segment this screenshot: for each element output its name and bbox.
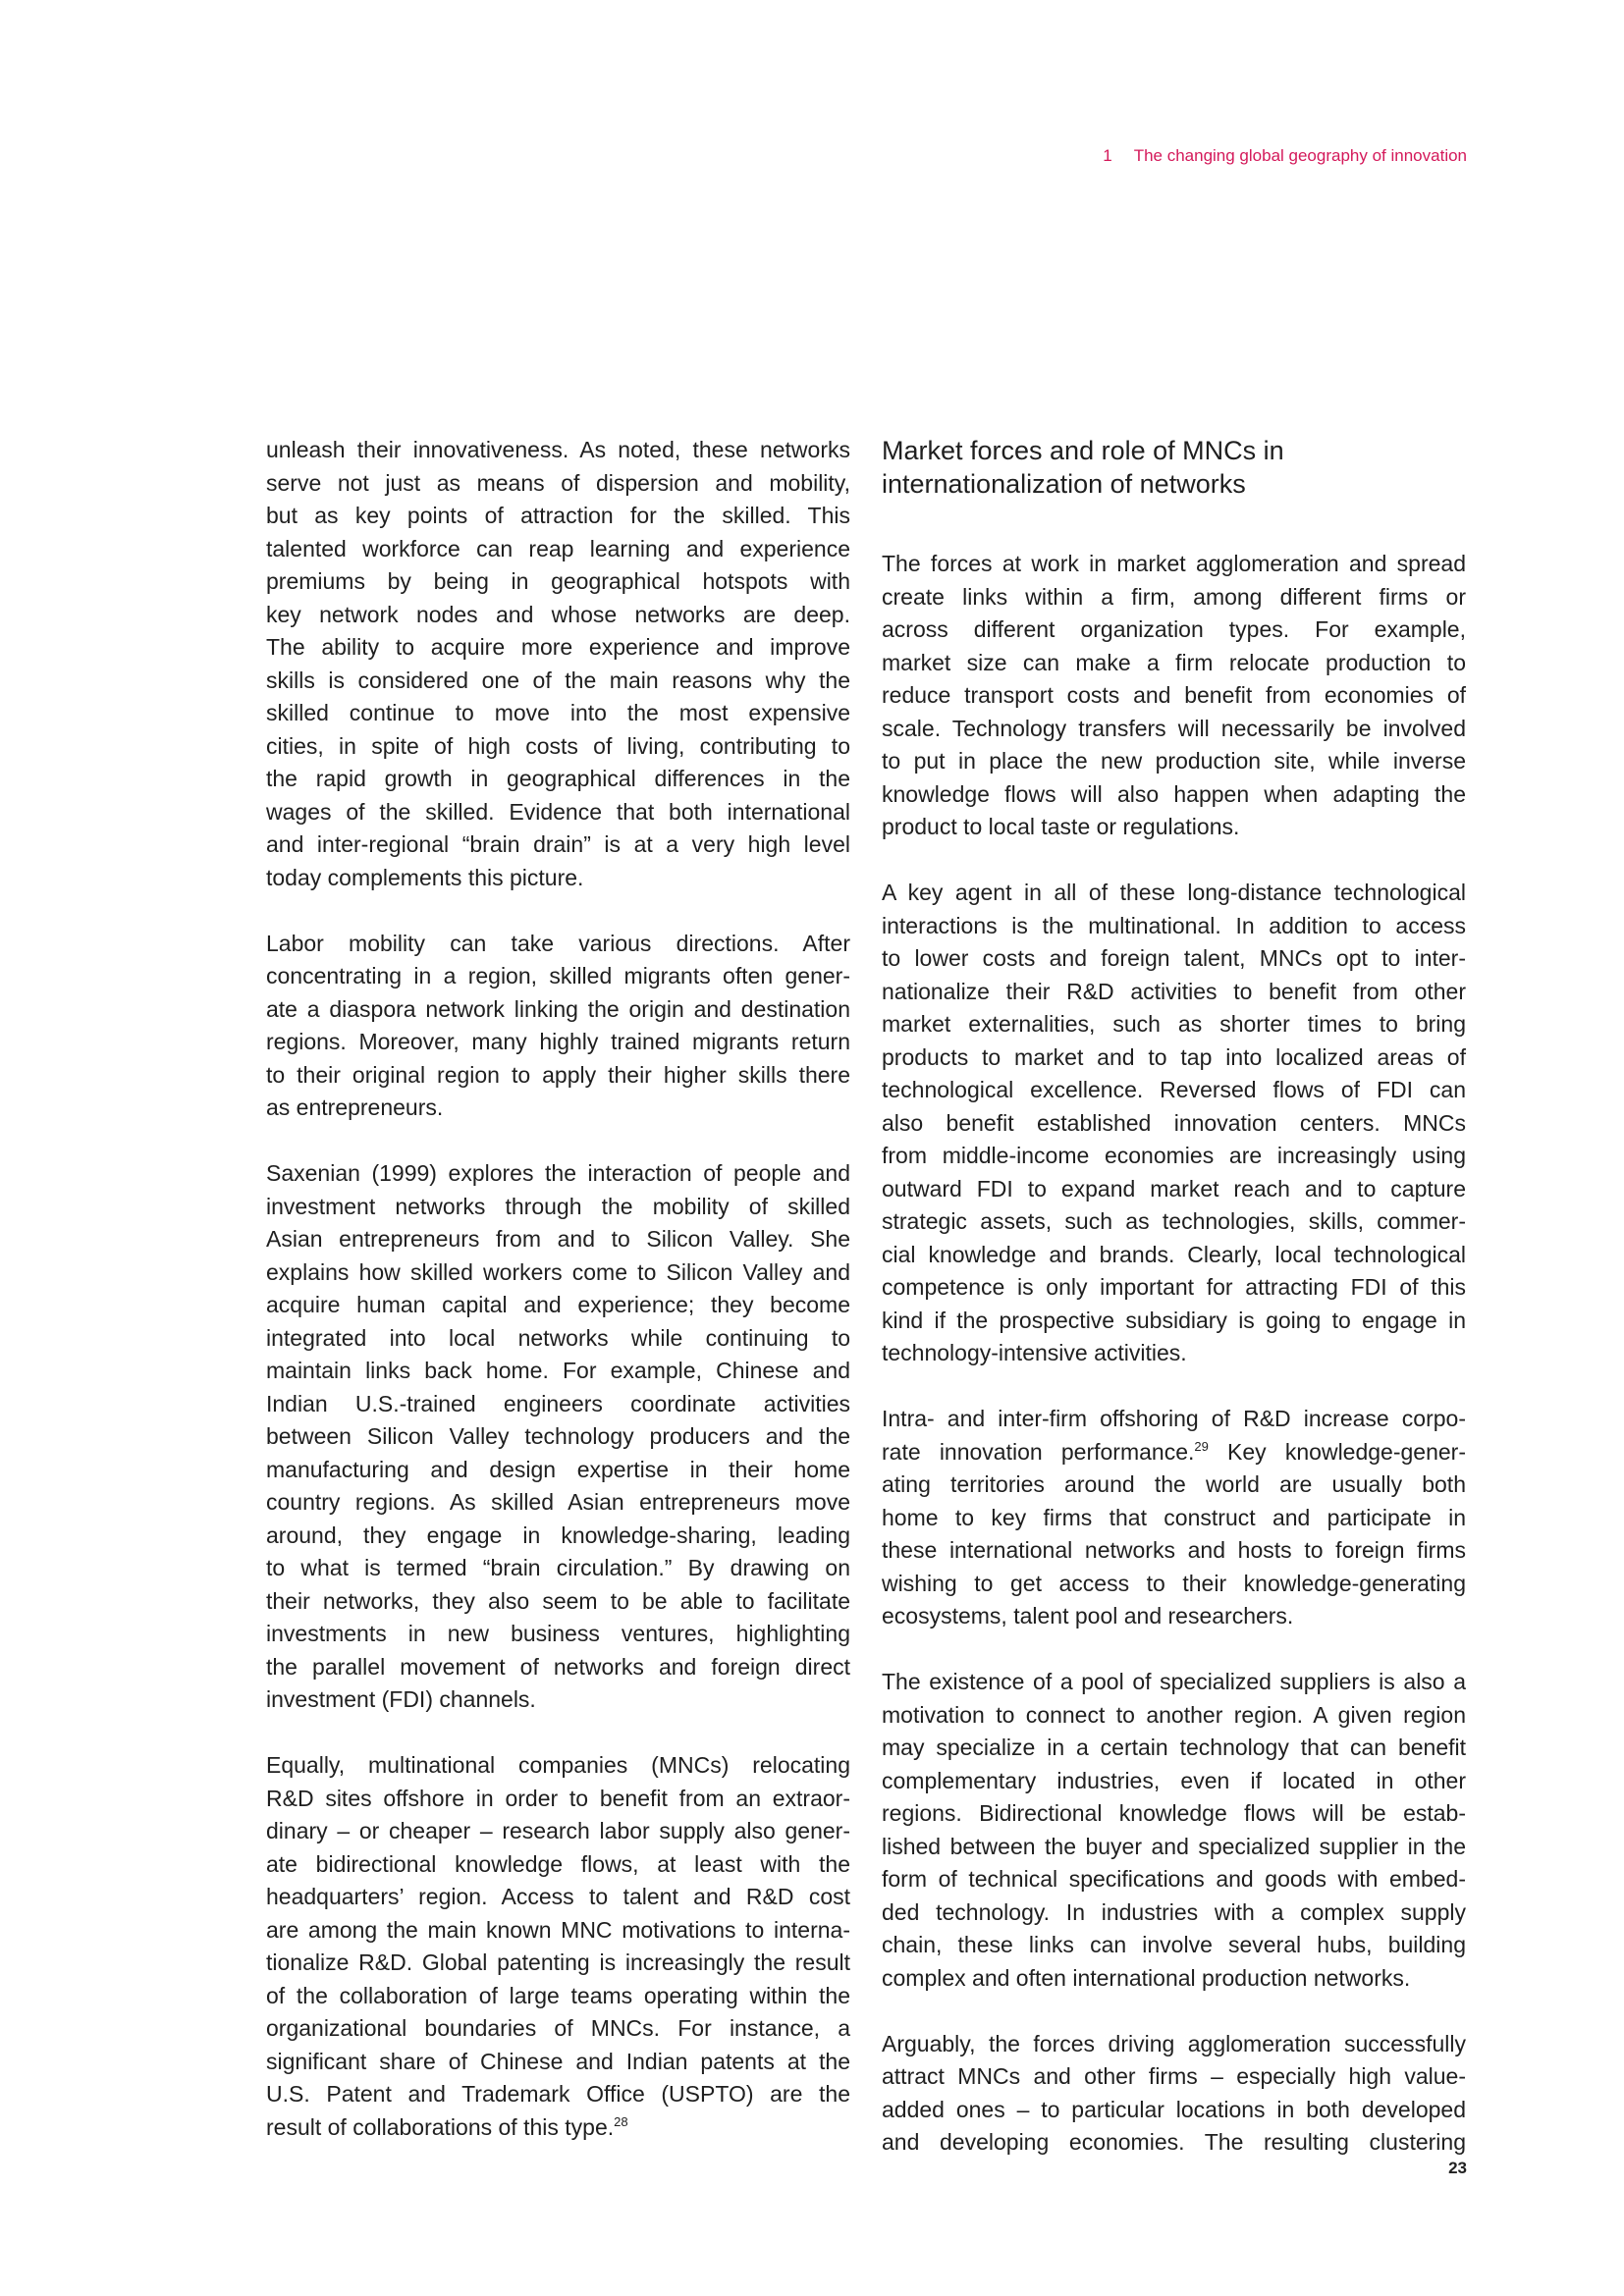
text-line	[882, 1600, 1466, 1633]
line-text: serve not just as means of dispersion and mobility,	[266, 469, 850, 496]
line-text: and developing economies. The resulting clustering	[882, 2129, 1466, 2155]
line-text: cial knowledge and brands. Clearly, local technological	[882, 1241, 1466, 1267]
line-text: dinary – or cheaper – research labor supply also gener-	[266, 1818, 850, 1843]
text-line	[266, 665, 850, 698]
text-line	[882, 2126, 1466, 2160]
text-line	[266, 1683, 850, 1717]
text-line	[266, 467, 850, 501]
line-text: the rapid growth in geographical differences in the	[266, 766, 850, 791]
line-text: form of technical specifications and goods with embed-	[882, 1866, 1466, 1892]
page-number: 23	[1448, 2159, 1467, 2177]
text-line	[882, 1468, 1466, 1502]
line-text: result of collaborations of this type.	[266, 2113, 615, 2140]
text-line	[266, 1223, 850, 1256]
line-text: and inter-regional “brain drain” is at a very high level	[266, 831, 850, 857]
text-line	[882, 1896, 1466, 1930]
text-line	[882, 745, 1466, 778]
line-text: to their original region to apply their higher skills there	[266, 1061, 850, 1088]
line-text: kind if the prospective subsidiary is going to engage in	[882, 1307, 1466, 1333]
line-text: headquarters’ region. Access to talent and R&D cost	[266, 1884, 850, 1909]
text-line	[882, 1239, 1466, 1272]
text-line	[266, 993, 850, 1027]
text-line	[882, 1863, 1466, 1896]
line-text: competence is only important for attracting FDI of this	[882, 1274, 1466, 1300]
line-text: skills is considered one of the main reasons why the	[266, 667, 850, 693]
line-text: Key knowledge-gener-	[1208, 1438, 1466, 1465]
heading-line: internationalization of networks	[882, 469, 1246, 499]
text-line	[882, 1271, 1466, 1305]
text-line	[882, 1797, 1466, 1831]
text-line	[882, 713, 1466, 746]
text-line	[266, 1322, 850, 1356]
paragraph	[882, 1403, 1466, 1633]
line-text: lished between the buyer and specialized supplier in the	[882, 1833, 1466, 1859]
text-line	[266, 828, 850, 862]
paragraph	[882, 2028, 1466, 2160]
line-text: The forces at work in market agglomeration and spread	[882, 551, 1466, 576]
line-text: chain, these links can involve several hubs, building	[882, 1932, 1466, 1957]
line-text: to what is termed “brain circulation.” By drawing on	[266, 1555, 850, 1580]
line-text: premiums by being in geographical hotspots with	[266, 568, 850, 594]
text-line	[266, 1388, 850, 1421]
text-line	[882, 1041, 1466, 1075]
text-line	[266, 1026, 850, 1059]
line-text: scale. Technology transfers will necessarily be involved	[882, 715, 1466, 741]
text-line	[882, 1008, 1466, 1041]
line-text: Asian entrepreneurs from and to Silicon Valley. She	[266, 1226, 850, 1252]
line-text: outward FDI to expand market reach and to capture	[882, 1175, 1466, 1201]
text-line	[882, 976, 1466, 1009]
line-text: ate bidirectional knowledge flows, at least with the	[266, 1850, 850, 1877]
line-text: may specialize in a certain technology that can benefit	[882, 1735, 1466, 1760]
text-line	[882, 1534, 1466, 1568]
line-text: concentrating in a region, skilled migrants often gener-	[266, 963, 850, 988]
line-text: complementary industries, even if located in other	[882, 1767, 1466, 1793]
line-text: today complements this picture.	[266, 864, 584, 890]
text-line	[266, 730, 850, 764]
text-line	[882, 1929, 1466, 1962]
text-line	[882, 581, 1466, 614]
running-header	[982, 146, 1467, 166]
line-text: of the collaboration of large teams operating within the	[266, 1982, 850, 2008]
text-line	[882, 877, 1466, 910]
line-text: Arguably, the forces driving agglomeration successfully	[882, 2030, 1466, 2056]
line-text: knowledge flows will also happen when adapting the	[882, 780, 1466, 807]
text-line	[882, 1765, 1466, 1798]
line-text: rate innovation performance.	[882, 1438, 1195, 1465]
text-line	[266, 599, 850, 632]
paragraph	[882, 548, 1466, 844]
line-text: unleash their innovativeness. As noted, these networks	[266, 437, 850, 462]
text-line	[882, 1568, 1466, 1601]
text-line	[266, 1848, 850, 1882]
text-line	[882, 548, 1466, 581]
line-text: Intra- and inter-firm offshoring of R&D increase corpo-	[882, 1406, 1466, 1431]
line-text: cities, in spite of high costs of living, contributing to	[266, 732, 850, 759]
text-line	[266, 1618, 850, 1651]
line-text: ded technology. In industries with a complex supply	[882, 1898, 1466, 1925]
text-line	[266, 2111, 850, 2145]
line-text: regions. Bidirectional knowledge flows will be estab-	[882, 1800, 1466, 1826]
paragraph	[266, 1157, 850, 1717]
line-text: talented workforce can reap learning and experience	[266, 535, 850, 561]
text-line	[266, 1651, 850, 1684]
line-text: attract MNCs and other firms – especially high value-	[882, 2063, 1466, 2089]
line-text: from middle-income economies are increasingly using	[882, 1143, 1466, 1168]
text-line	[882, 778, 1466, 812]
line-text: create links within a firm, among different firms or	[882, 583, 1466, 610]
text-line	[266, 928, 850, 961]
section-heading	[882, 434, 1466, 501]
text-line	[882, 1205, 1466, 1239]
line-text: Indian U.S.-trained engineers coordinate activities	[266, 1390, 850, 1416]
line-text: are among the main known MNC motivations to interna-	[266, 1916, 850, 1943]
line-text: maintain links back home. For example, Chinese and	[266, 1358, 850, 1383]
text-line	[266, 960, 850, 993]
line-text: skilled continue to move into the most expensive	[266, 700, 850, 725]
line-text: investment (FDI) channels.	[266, 1686, 536, 1712]
text-line	[882, 2094, 1466, 2127]
text-line	[266, 1191, 850, 1224]
text-line	[882, 2028, 1466, 2061]
text-line	[266, 1454, 850, 1487]
paragraph	[266, 1749, 850, 2144]
paragraph	[882, 1666, 1466, 1995]
line-text: added ones – to particular locations in both developed	[882, 2096, 1466, 2122]
line-text: home to key firms that construct and participate in	[882, 1504, 1466, 1530]
line-text: Labor mobility can take various directions. After	[266, 930, 850, 956]
line-text: products to market and to tap into localized areas of	[882, 1043, 1466, 1070]
line-text: across different organization types. For example,	[882, 616, 1466, 642]
text-line	[882, 614, 1466, 647]
text-line	[882, 1107, 1466, 1141]
line-text: as entrepreneurs.	[266, 1095, 444, 1120]
text-line	[266, 1585, 850, 1619]
text-line	[266, 1980, 850, 2013]
text-line	[266, 1552, 850, 1585]
text-line	[266, 1157, 850, 1191]
left-column	[266, 434, 850, 2177]
right-column-body	[882, 548, 1466, 2160]
text-line	[882, 1732, 1466, 1765]
line-text: their networks, they also seem to be able to facilitate	[266, 1587, 850, 1614]
line-text: the parallel movement of networks and foreign direct	[266, 1653, 850, 1680]
line-text: The existence of a pool of specialized suppliers is also a	[882, 1669, 1466, 1694]
line-text: tionalize R&D. Global patenting is increasingly the result	[266, 1949, 850, 1975]
line-text: The ability to acquire more experience and improve	[266, 634, 850, 660]
text-line	[882, 1502, 1466, 1535]
line-text: wishing to get access to their knowledge-generating	[882, 1570, 1466, 1596]
paragraph	[882, 877, 1466, 1370]
text-line	[882, 1403, 1466, 1436]
text-line	[266, 1092, 850, 1125]
line-text: acquire human capital and experience; they become	[266, 1292, 850, 1317]
line-text: around, they engage in knowledge-sharing, leading	[266, 1522, 850, 1548]
text-line	[266, 1420, 850, 1454]
text-line	[266, 1289, 850, 1322]
footnote-reference[interactable]: 29	[1194, 1438, 1209, 1454]
line-text: key network nodes and whose networks are deep.	[266, 601, 850, 627]
text-line	[266, 1815, 850, 1848]
text-line	[266, 862, 850, 895]
line-text: market externalities, such as shorter times to bring	[882, 1011, 1466, 1037]
line-text: country regions. As skilled Asian entrepreneurs move	[266, 1489, 850, 1515]
line-text: significant share of Chinese and Indian patents at the	[266, 2048, 850, 2074]
line-text: investments in new business ventures, highlighting	[266, 1621, 850, 1646]
text-line	[266, 1914, 850, 1948]
text-line	[882, 1140, 1466, 1173]
text-line	[882, 1436, 1466, 1469]
line-text: interactions is the multinational. In addition to access	[882, 912, 1466, 938]
text-line	[882, 647, 1466, 680]
text-line	[266, 500, 850, 533]
text-line	[266, 1486, 850, 1520]
line-text: reduce transport costs and benefit from economies of	[882, 682, 1466, 708]
text-line	[882, 1962, 1466, 1996]
paragraph	[266, 434, 850, 894]
text-line	[266, 1059, 850, 1093]
text-line	[882, 1305, 1466, 1338]
text-line	[266, 565, 850, 599]
line-text: complex and often international production networks.	[882, 1964, 1411, 1991]
line-text: between Silicon Valley technology producers and the	[266, 1423, 850, 1449]
line-text: ate a diaspora network linking the origin and destination	[266, 995, 850, 1022]
line-text: ating territories around the world are usually both	[882, 1471, 1466, 1497]
text-line	[882, 679, 1466, 713]
text-line	[266, 2078, 850, 2111]
line-text: R&D sites offshore in order to benefit from an extraor-	[266, 1785, 850, 1811]
text-line	[882, 1337, 1466, 1370]
text-line	[266, 1355, 850, 1388]
chapter-title: The changing global geography of innovation	[1133, 146, 1467, 165]
heading-line: Market forces and role of MNCs in	[882, 436, 1284, 465]
text-line	[882, 1831, 1466, 1864]
line-text: but as key points of attraction for the skilled. This	[266, 503, 850, 528]
line-text: technological excellence. Reversed flows of FDI can	[882, 1077, 1466, 1102]
text-line	[266, 1749, 850, 1783]
text-line	[882, 1666, 1466, 1699]
line-text: product to local taste or regulations.	[882, 814, 1240, 839]
line-text: explains how skilled workers come to Silicon Valley and	[266, 1258, 850, 1285]
text-line	[266, 434, 850, 467]
line-text: Saxenian (1999) explores the interaction of people and	[266, 1160, 850, 1186]
line-text: motivation to connect to another region. A given region	[882, 1701, 1466, 1728]
text-line	[882, 942, 1466, 976]
line-text: to lower costs and foreign talent, MNCs opt to inter-	[882, 945, 1466, 971]
line-text: integrated into local networks while continuing to	[266, 1324, 850, 1351]
paragraph	[266, 928, 850, 1125]
text-line	[882, 2060, 1466, 2094]
text-line	[882, 811, 1466, 844]
right-column	[882, 434, 1466, 2192]
text-line	[266, 631, 850, 665]
line-text: Equally, multinational companies (MNCs) relocating	[266, 1752, 850, 1778]
line-text: technology-intensive activities.	[882, 1340, 1187, 1365]
text-line	[266, 763, 850, 796]
text-line	[882, 1173, 1466, 1206]
line-text: ecosystems, talent pool and researchers.	[882, 1603, 1294, 1629]
line-text: investment networks through the mobility of skilled	[266, 1193, 850, 1219]
line-text: also benefit established innovation centers. MNCs	[882, 1109, 1466, 1136]
line-text: manufacturing and design expertise in their home	[266, 1456, 850, 1482]
text-line	[266, 1783, 850, 1816]
text-line	[266, 1520, 850, 1553]
text-line	[266, 796, 850, 829]
line-text: strategic assets, such as technologies, skills, commer-	[882, 1208, 1466, 1234]
line-text: to put in place the new production site, while inverse	[882, 748, 1466, 774]
text-line	[266, 697, 850, 730]
text-line	[266, 1256, 850, 1290]
chapter-number: 1	[1103, 146, 1112, 165]
line-text: market size can make a firm relocate production to	[882, 649, 1466, 675]
text-line	[266, 1947, 850, 1980]
line-text: wages of the skilled. Evidence that both international	[266, 798, 850, 825]
line-text: A key agent in all of these long-distance technological	[882, 880, 1466, 905]
text-line	[882, 1074, 1466, 1107]
line-text: these international networks and hosts to foreign firms	[882, 1537, 1466, 1563]
footnote-reference[interactable]: 28	[614, 2113, 628, 2129]
text-line	[266, 2012, 850, 2046]
text-line	[882, 1699, 1466, 1733]
line-text: organizational boundaries of MNCs. For instance, a	[266, 2015, 850, 2041]
line-text: U.S. Patent and Trademark Office (USPTO) are the	[266, 2081, 850, 2107]
text-line	[266, 533, 850, 566]
text-line	[266, 2046, 850, 2079]
line-text: nationalize their R&D activities to benefit from other	[882, 978, 1466, 1004]
text-line	[266, 1881, 850, 1914]
text-line	[882, 910, 1466, 943]
line-text: regions. Moreover, many highly trained migrants return	[266, 1029, 850, 1054]
